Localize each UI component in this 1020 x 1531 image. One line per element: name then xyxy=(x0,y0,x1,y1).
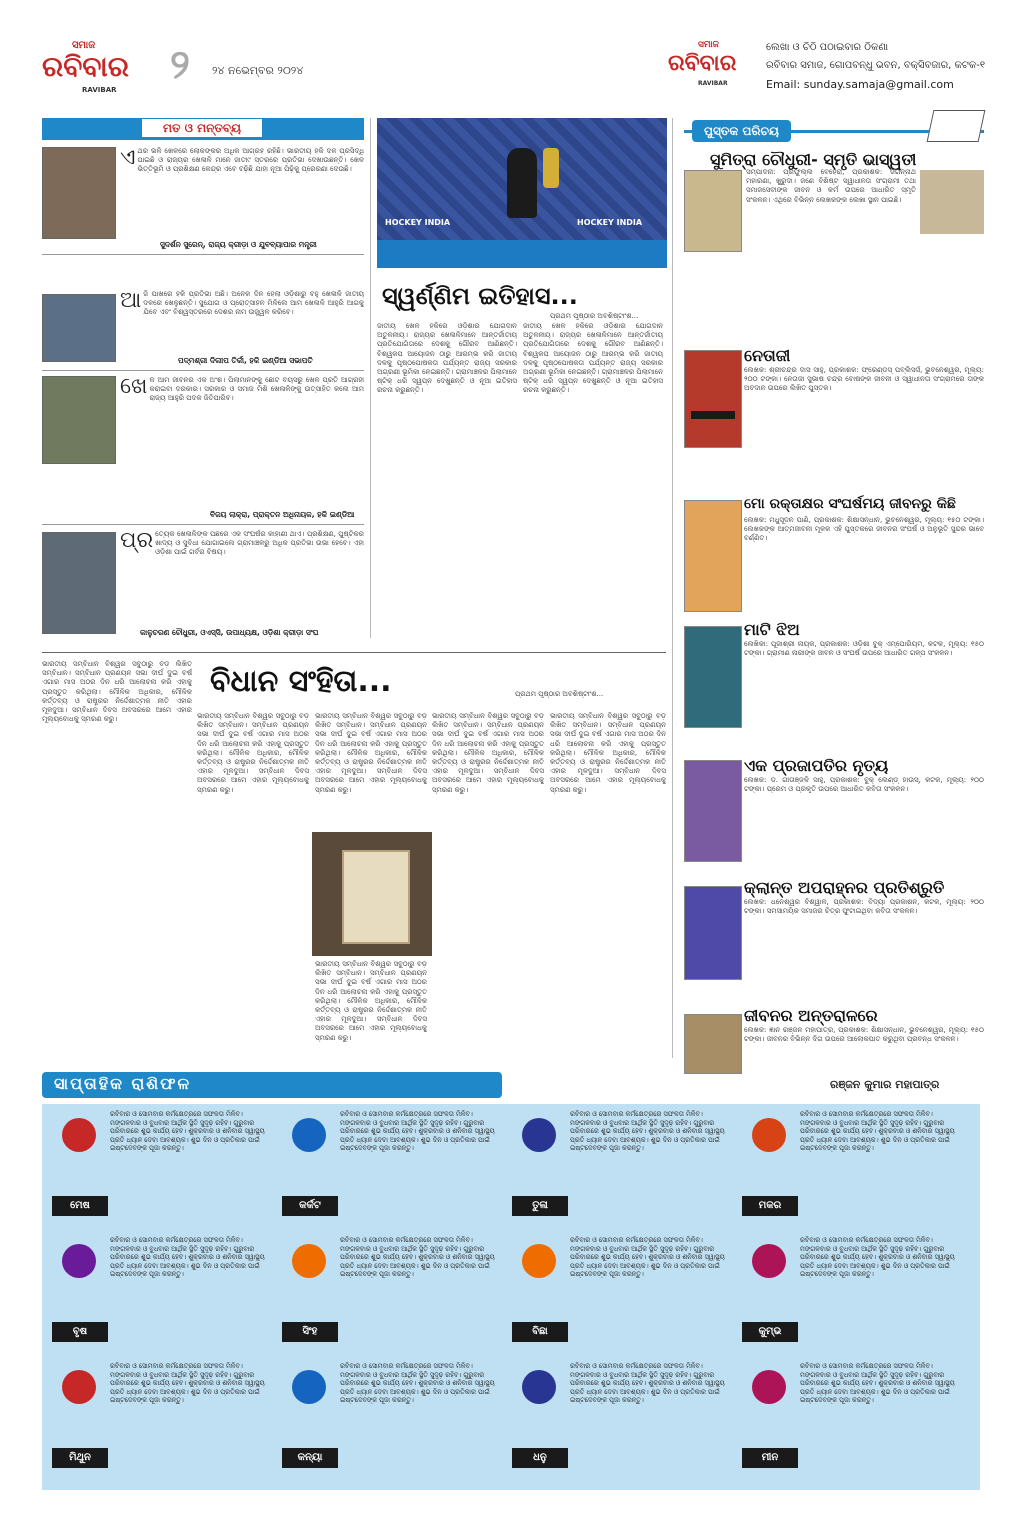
trophy-icon xyxy=(543,148,559,188)
logo-small: ସମାଜ xyxy=(698,40,719,50)
cancer-icon xyxy=(292,1118,326,1152)
manuscript-page xyxy=(342,850,410,944)
sign-box-gemini xyxy=(50,1362,272,1480)
opinion-lead: ଏ xyxy=(120,147,136,170)
book-title-3: ମୋ ରକ୍ତାକ୍ଷର ସଂଘର୍ଷମୟ ଜୀବନରୁ କିଛି xyxy=(744,496,956,512)
sign-box-capricorn xyxy=(740,1110,962,1228)
book-cover-2 xyxy=(684,350,742,448)
sign-box-libra xyxy=(510,1110,732,1228)
book-text-7: ଲେଖକ: ଜ୍ଞାନ ରଞ୍ଜନ ମହାପାତ୍ର, ପ୍ରକାଶକ: ଶିକ୍ଷାସନ୍ଧାନ, ଭୁବନେଶ୍ୱର, ମୂଲ୍ୟ: ୧୫୦ ଟଙ୍କା। ଜୀବନର ବିଭିନ୍ନ ଦିଗ ଉପରେ ଆଲୋକପାତ କରୁଥିବା ପ୍ରବନ୍ଧ ସଂକଳନ। xyxy=(744,1026,984,1044)
sign-text: ରବିବାର ଓ ସୋମବାର କର୍ମକ୍ଷେତ୍ରରେ ସଫଳତା ମିଳିବ। ମଙ୍ଗଳବାର ଓ ବୁଧବାର ଆର୍ଥିକ ସ୍ଥିତି ସୁଦୃଢ଼ ରହିବ। ଗୁରୁବାର ପରିବାରରେ ଶୁଭ କାର୍ଯ୍ୟ ହେବ। ଶୁକ୍ରବାର ଓ ଶନିବାର ସ୍ୱାସ୍ଥ୍ୟ ପ୍ରତି ଧ୍ୟାନ ଦେବା ଆବଶ୍ୟକ। ଶୁଭ ଦିନ ଓ ପ୍ରତିକାର ପାଇଁ ଇଷ୍ଟଦେବଙ୍କ ପୂଜା କରନ୍ତୁ। xyxy=(110,1236,265,1279)
book-text-2: ଲେଖକ: ଶ୍ରୀଚନ୍ଦ୍ର ଦାସ ସାହୁ, ପ୍ରକାଶକ: ଫ୍ରେଣ୍ଡସ୍ ପବ୍ଲିସର୍ସ, ଭୁବନେଶ୍ୱର, ମୂଲ୍ୟ: ୨୦୦ ଟଙ୍କା। ନେତାଜୀ ସୁଭାଷ ଚନ୍ଦ୍ର ବୋଷଙ୍କ ଜୀବନୀ ଓ ସ୍ୱାଧୀନତା ସଂଗ୍ରାମରେ ତାଙ୍କ ଅବଦାନ ଉପରେ ଲିଖିତ ପୁସ୍ତକ। xyxy=(744,366,984,393)
constitution-title: ବିଧାନ ସଂହିତା... xyxy=(210,664,392,699)
opinion-author-3: ବିଜୟ ଲାକ୍ରା, ପ୍ରାକ୍ତନ ଅଧିନାୟକ, ହକି ଇଣ୍ଡିଆ xyxy=(210,510,355,519)
aries-icon xyxy=(62,1118,96,1152)
sign-name: ମକର xyxy=(742,1196,798,1216)
aquarius-icon xyxy=(752,1244,786,1278)
logo-small: ସମାଜ xyxy=(72,40,96,51)
horoscope-author: ରଞ୍ଜନ କୁମାର ମହାପାତ୍ର xyxy=(830,1078,940,1091)
page-number: ୨ xyxy=(170,42,190,88)
sign-text: ରବିବାର ଓ ସୋମବାର କର୍ମକ୍ଷେତ୍ରରେ ସଫଳତା ମିଳିବ। ମଙ୍ଗଳବାର ଓ ବୁଧବାର ଆର୍ଥିକ ସ୍ଥିତି ସୁଦୃଢ଼ ରହିବ। ଗୁରୁବାର ପରିବାରରେ ଶୁଭ କାର୍ଯ୍ୟ ହେବ। ଶୁକ୍ରବାର ଓ ଶନିବାର ସ୍ୱାସ୍ଥ୍ୟ ପ୍ରତି ଧ୍ୟାନ ଦେବା ଆବଶ୍ୟକ। ଶୁଭ ଦିନ ଓ ପ୍ରତିକାର ପାଇଁ ଇଷ୍ଟଦେବଙ୍କ ପୂଜା କରନ୍ତୁ। xyxy=(340,1110,495,1153)
sign-box-leo xyxy=(280,1236,502,1354)
book-text-1: ସମ୍ପାଦନା: ପ୍ରଫୁଲ୍ଲ ବେହେରା, ପ୍ରକାଶକ: ଜଗନ୍ନାଥ ମହାରଣା, ଖୁରୁଦା। ଜଣେ ବିଶିଷ୍ଟ ସ୍ୱାଧୀନତା ସଂଗ୍ରାମୀ ତଥା ସମାଜସେବୀଙ୍କ ଜୀବନ ଓ କର୍ମ ଉପରେ ଆଧାରିତ ସ୍ମୃତି ସଂକଳନ। ଏଥିରେ ବିଭିନ୍ନ ଲେଖକଙ୍କ ଲେଖା ସ୍ଥାନ ପାଇଛି। xyxy=(746,168,916,204)
libra-icon xyxy=(522,1118,556,1152)
logo: ରବିବାର xyxy=(668,50,737,76)
book-title-7: ଜୀବନର ଅନ୍ତରାଳରେ xyxy=(744,1006,878,1025)
photo-banner-text-right: HOCKEY INDIA xyxy=(577,218,643,227)
sign-name: ସିଂହ xyxy=(282,1322,338,1342)
photo-floor xyxy=(377,240,667,268)
sign-text: ରବିବାର ଓ ସୋମବାର କର୍ମକ୍ଷେତ୍ରରେ ସଫଳତା ମିଳିବ। ମଙ୍ଗଳବାର ଓ ବୁଧବାର ଆର୍ଥିକ ସ୍ଥିତି ସୁଦୃଢ଼ ରହିବ। ଗୁରୁବାର ପରିବାରରେ ଶୁଭ କାର୍ଯ୍ୟ ହେବ। ଶୁକ୍ରବାର ଓ ଶନିବାର ସ୍ୱାସ୍ଥ୍ୟ ପ୍ରତି ଧ୍ୟାନ ଦେବା ଆବଶ୍ୟକ। ଶୁଭ ଦିନ ଓ ପ୍ରତିକାର ପାଇଁ ଇଷ୍ଟଦେବଙ୍କ ପୂଜା କରନ୍ତୁ। xyxy=(570,1236,725,1279)
opinion-photo-4 xyxy=(42,532,116,634)
sign-box-pisces xyxy=(740,1362,962,1480)
pisces-icon xyxy=(752,1370,786,1404)
books-heading-bar xyxy=(684,118,984,144)
book-cover-6 xyxy=(684,886,742,980)
book-text-6: ଲେଖକ: ଧନେଶ୍ୱର ବିଶ୍ୱାଳ, ପ୍ରକାଶକ: ବିଦ୍ୟା ପ୍ରକାଶନ, କଟକ, ମୂଲ୍ୟ: ୨୦୦ ଟଙ୍କା। ସମସାମୟିକ ସମାଜର ଚିତ୍ର ଫୁଟାଇଥିବା କବିତା ସଂକଳନ। xyxy=(744,898,984,916)
opinion-text-1: ଏଥର ଭଳି ଖେଳରେ ଲୋକଙ୍କର ଅଧିକ ଆଗ୍ରହ ରହିଛି। ଭାରତୀୟ ହକି ଦଳ ପ୍ରସିଦ୍ଧି ପାଇଛି ଓ ରାଜ୍ୟର ଖେଳାଳି ମାନେ ଜାତୀ୯ ସ୍ତରରେ ପ୍ରତିଭା ଦେଖାଉଛନ୍ତି। ଖେଳ ଭିତ୍ତିଭୂମି ଓ ପ୍ରଶିକ୍ଷଣ କେନ୍ଦ୍ର ଏବେ ବଢ଼ିଛି ଯାହା ନୂଆ ପିଢ଼ିକୁ ପ୍ରେରଣା ଦେଉଛି। xyxy=(120,147,364,174)
sign-box-cancer xyxy=(280,1110,502,1228)
sign-text: ରବିବାର ଓ ସୋମବାର କର୍ମକ୍ଷେତ୍ରରେ ସଫଳତା ମିଳିବ। ମଙ୍ଗଳବାର ଓ ବୁଧବାର ଆର୍ଥିକ ସ୍ଥିତି ସୁଦୃଢ଼ ରହିବ। ଗୁରୁବାର ପରିବାରରେ ଶୁଭ କାର୍ଯ୍ୟ ହେବ। ଶୁକ୍ରବାର ଓ ଶନିବାର ସ୍ୱାସ୍ଥ୍ୟ ପ୍ରତି ଧ୍ୟାନ ଦେବା ଆବଶ୍ୟକ। ଶୁଭ ଦିନ ଓ ପ୍ରତିକାର ପାଇଁ ଇଷ୍ଟଦେବଙ୍କ ପୂଜା କରନ୍ତୁ। xyxy=(800,1236,955,1279)
sign-text: ରବିବାର ଓ ସୋମବାର କର୍ମକ୍ଷେତ୍ରରେ ସଫଳତା ମିଳିବ। ମଙ୍ଗଳବାର ଓ ବୁଧବାର ଆର୍ଥିକ ସ୍ଥିତି ସୁଦୃଢ଼ ରହିବ। ଗୁରୁବାର ପରିବାରରେ ଶୁଭ କାର୍ଯ୍ୟ ହେବ। ଶୁକ୍ରବାର ଓ ଶନିବାର ସ୍ୱାସ୍ଥ୍ୟ ପ୍ରତି ଧ୍ୟାନ ଦେବା ଆବଶ୍ୟକ। ଶୁଭ ଦିନ ଓ ପ୍ରତିକାର ପାଇଁ ଇଷ୍ଟଦେବଙ୍କ ପୂଜା କରନ୍ତୁ। xyxy=(340,1362,495,1405)
sign-name: କନ୍ୟା xyxy=(282,1448,338,1468)
book-text-3: ଲେଖକ: ମଧୁସୂଦନ ପାଣି, ପ୍ରକାଶକ: ଶିକ୍ଷାସନ୍ଧାନ, ଭୁବନେଶ୍ୱର, ମୂଲ୍ୟ: ୧୫୦ ଟଙ୍କା। ଲେଖକଙ୍କ ଆତ୍ମଜୀବନୀ ମୂଳକ ଏହି ପୁସ୍ତକରେ ଜୀବନର ସଂଘର୍ଷ ଓ ଅନୁଭୂତି ସୁନ୍ଦର ଭାବେ ବର୍ଣ୍ଣିତ। xyxy=(744,516,984,543)
opinion-heading-bar xyxy=(42,118,364,140)
section-divider xyxy=(42,652,666,653)
opinion-author-1: ସୁଦର୍ଶନ ସୁରେନ୍, ରାଜ୍ୟ କ୍ରୀଡ଼ା ଓ ଯୁବବ୍ୟାପାର ମନ୍ତ୍ରୀ xyxy=(160,240,317,249)
book-cover-4 xyxy=(684,626,742,728)
logo-en: RAVIBAR xyxy=(698,80,728,87)
feature-body-col-1: ଜାତୀୟ ଖେଳ ହକିରେ ଓଡ଼ିଶାର ଯୋଗଦାନ ଅତୁଳନୀୟ। ରାଜ୍ୟର ଖେଳାଳିମାନେ ଆନ୍ତର୍ଜାତୀୟ ପ୍ରତିଯୋଗିତାରେ ଦେଶକୁ ଗୌରବ ଆଣିଛନ୍ତି। ବିଶ୍ୱକପ ଆୟୋଜନ ଠାରୁ ଆରମ୍ଭ କରି ଜାତୀୟ ଦଳକୁ ପୃଷ୍ଠପୋଷକତା ପର୍ଯ୍ୟନ୍ତ ରାଜ୍ୟ ସରକାର ଅଗ୍ରଣୀ ଭୂମିକା ନେଇଛନ୍ତି। ଗ୍ରାମାଞ୍ଚଳର ପିଲାମାନେ ଷ୍ଟିକ୍ ଧରି ସ୍ୱପ୍ନ ଦେଖୁଛନ୍ତି ଓ ନୂଆ ଇତିହାସ ରଚନା କରୁଛନ୍ତି। xyxy=(377,322,517,395)
sign-text: ରବିବାର ଓ ସୋମବାର କର୍ମକ୍ଷେତ୍ରରେ ସଫଳତା ମିଳିବ। ମଙ୍ଗଳବାର ଓ ବୁଧବାର ଆର୍ଥିକ ସ୍ଥିତି ସୁଦୃଢ଼ ରହିବ। ଗୁରୁବାର ପରିବାରରେ ଶୁଭ କାର୍ଯ୍ୟ ହେବ। ଶୁକ୍ରବାର ଓ ଶନିବାର ସ୍ୱାସ୍ଥ୍ୟ ପ୍ରତି ଧ୍ୟାନ ଦେବା ଆବଶ୍ୟକ। ଶୁଭ ଦିନ ଓ ପ୍ରତିକାର ପାଇଁ ଇଷ୍ଟଦେବଙ୍କ ପୂଜା କରନ୍ତୁ। xyxy=(800,1362,955,1405)
constitution-col-5: ଭାରତୀୟ ସମ୍ବିଧାନ ବିଶ୍ୱର ସବୁଠାରୁ ବଡ଼ ଲିଖିତ ସମ୍ବିଧାନ। ସମ୍ବିଧାନ ପ୍ରଣୟନ ସଭା ଦୀର୍ଘ ଦୁଇ ବର୍ଷ ଏଗାର ମାସ ଅଠର ଦିନ ଧରି ଆଲୋଚନା କରି ଏହାକୁ ପ୍ରସ୍ତୁତ କରିଥିଲା। ମୌଳିକ ଅଧିକାର, ମୌଳିକ କର୍ତ୍ତବ୍ୟ ଓ ରାଷ୍ଟ୍ରର ନିର୍ଦ୍ଦେଶାତ୍ମକ ନୀତି ଏହାର ମୂଳଦୁଆ। ସମ୍ବିଧାନ ଦିବସ ଅବସରରେ ଆମେ ଏହାର ମୂଲ୍ୟବୋଧକୁ ସ୍ମରଣ କରୁ। xyxy=(432,712,544,794)
sign-text: ରବିବାର ଓ ସୋମବାର କର୍ମକ୍ଷେତ୍ରରେ ସଫଳତା ମିଳିବ। ମଙ୍ଗଳବାର ଓ ବୁଧବାର ଆର୍ଥିକ ସ୍ଥିତି ସୁଦୃଢ଼ ରହିବ। ଗୁରୁବାର ପରିବାରରେ ଶୁଭ କାର୍ଯ୍ୟ ହେବ। ଶୁକ୍ରବାର ଓ ଶନିବାର ସ୍ୱାସ୍ଥ୍ୟ ପ୍ରତି ଧ୍ୟାନ ଦେବା ଆବଶ୍ୟକ। ଶୁଭ ଦିନ ଓ ପ୍ରତିକାର ପାଇଁ ଇଷ୍ଟଦେବଙ୍କ ପୂଜା କରନ୍ତୁ। xyxy=(800,1110,955,1153)
taurus-icon xyxy=(62,1244,96,1278)
book-text-4: ଲେଖିକା: ପୂଜାଶ୍ରୀ ନାୟକ, ପ୍ରକାଶକ: ଓଡ଼ିଶା ବୁକ୍ ଏମ୍ପୋରିୟମ, କଟକ, ମୂଲ୍ୟ: ୧୫୦ ଟଙ୍କା। ଗ୍ରାମୀଣ ନାରୀଙ୍କ ଜୀବନ ଓ ସଂଘର୍ଷ ଉପରେ ଆଧାରିତ ଗଳ୍ପ ସଂକଳନ। xyxy=(744,640,984,658)
photo-banner-text-left: HOCKEY INDIA xyxy=(385,218,451,227)
sign-name: କର୍କଟ xyxy=(282,1196,338,1216)
horoscope-heading-bar xyxy=(42,1072,502,1098)
divider xyxy=(42,254,364,255)
sign-text: ରବିବାର ଓ ସୋମବାର କର୍ମକ୍ଷେତ୍ରରେ ସଫଳତା ମିଳିବ। ମଙ୍ଗଳବାର ଓ ବୁଧବାର ଆର୍ଥିକ ସ୍ଥିତି ସୁଦୃଢ଼ ରହିବ। ଗୁରୁବାର ପରିବାରରେ ଶୁଭ କାର୍ଯ୍ୟ ହେବ। ଶୁକ୍ରବାର ଓ ଶନିବାର ସ୍ୱାସ୍ଥ୍ୟ ପ୍ରତି ଧ୍ୟାନ ଦେବା ଆବଶ୍ୟକ। ଶୁଭ ଦିନ ଓ ପ୍ରତିକାର ପାଇଁ ଇଷ୍ଟଦେବଙ୍କ ପୂଜା କରନ୍ତୁ। xyxy=(110,1362,265,1405)
sign-text: ରବିବାର ଓ ସୋମବାର କର୍ମକ୍ଷେତ୍ରରେ ସଫଳତା ମିଳିବ। ମଙ୍ଗଳବାର ଓ ବୁଧବାର ଆର୍ଥିକ ସ୍ଥିତି ସୁଦୃଢ଼ ରହିବ। ଗୁରୁବାର ପରିବାରରେ ଶୁଭ କାର୍ଯ୍ୟ ହେବ। ଶୁକ୍ରବାର ଓ ଶନିବାର ସ୍ୱାସ୍ଥ୍ୟ ପ୍ରତି ଧ୍ୟାନ ଦେବା ଆବଶ୍ୟକ। ଶୁଭ ଦିନ ଓ ପ୍ରତିକାର ପାଇଁ ଇଷ୍ଟଦେବଙ୍କ ପୂଜା କରନ୍ତୁ। xyxy=(570,1110,725,1153)
book-title-1: ସୁମିତ୍ରା ଚୌଧୁରୀ- ସ୍ମୃତି ଭାସ୍ୱତୀ xyxy=(710,150,917,169)
cover-label xyxy=(691,411,735,419)
constitution-col-1: ଭାରତୀୟ ସମ୍ବିଧାନ ବିଶ୍ୱର ସବୁଠାରୁ ବଡ଼ ଲିଖିତ ସମ୍ବିଧାନ। ସମ୍ବିଧାନ ପ୍ରଣୟନ ସଭା ଦୀର୍ଘ ଦୁଇ ବର୍ଷ ଏଗାର ମାସ ଅଠର ଦିନ ଧରି ଆଲୋଚନା କରି ଏହାକୁ ପ୍ରସ୍ତୁତ କରିଥିଲା। ମୌଳିକ ଅଧିକାର, ମୌଳିକ କର୍ତ୍ତବ୍ୟ ଓ ରାଷ୍ଟ୍ରର ନିର୍ଦ୍ଦେଶାତ୍ମକ ନୀତି ଏହାର ମୂଳଦୁଆ। ସମ୍ବିଧାନ ଦିବସ ଅବସରରେ ଆମେ ଏହାର ମୂଲ୍ୟବୋଧକୁ ସ୍ମରଣ କରୁ। xyxy=(42,660,192,724)
player-figure xyxy=(507,148,537,218)
sign-name: ଧନୁ xyxy=(512,1448,568,1468)
book-title-6: କ୍ଲାନ୍ତ ଅପରାହ୍ନର ପ୍ରତିଶ୍ରୁତି xyxy=(744,878,945,897)
book-title-2: ନେତାଜୀ xyxy=(744,346,791,365)
sign-name: ବୃଷ xyxy=(52,1322,108,1342)
virgo-icon xyxy=(292,1370,326,1404)
sign-name: ବିଛା xyxy=(512,1322,568,1342)
opinion-heading: ମତ ଓ ମନ୍ତବ୍ୟ xyxy=(142,119,262,137)
opinion-lead: ଆ xyxy=(120,290,142,313)
opinion-photo-2 xyxy=(42,294,116,362)
sign-box-virgo xyxy=(280,1362,502,1480)
sign-box-taurus xyxy=(50,1236,272,1354)
contact-email[interactable]: Email: sunday.samaja@gmail.com xyxy=(766,78,954,91)
sign-text: ରବିବାର ଓ ସୋମବାର କର୍ମକ୍ଷେତ୍ରରେ ସଫଳତା ମିଳିବ। ମଙ୍ଗଳବାର ଓ ବୁଧବାର ଆର୍ଥିକ ସ୍ଥିତି ସୁଦୃଢ଼ ରହିବ। ଗୁରୁବାର ପରିବାରରେ ଶୁଭ କାର୍ଯ୍ୟ ହେବ। ଶୁକ୍ରବାର ଓ ଶନିବାର ସ୍ୱାସ୍ଥ୍ୟ ପ୍ରତି ଧ୍ୟାନ ଦେବା ଆବଶ୍ୟକ। ଶୁଭ ଦିନ ଓ ପ୍ରତିକାର ପାଇଁ ଇଷ୍ଟଦେବଙ୍କ ପୂଜା କରନ୍ତୁ। xyxy=(340,1236,495,1279)
opinion-photo-3 xyxy=(42,376,116,464)
horoscope-heading: ସାପ୍ତାହିକ ରାଶିଫଳ xyxy=(54,1074,192,1093)
sign-name: କୁମ୍ଭ xyxy=(742,1322,798,1342)
constitution-col-2: ଭାରତୀୟ ସମ୍ବିଧାନ ବିଶ୍ୱର ସବୁଠାରୁ ବଡ଼ ଲିଖିତ ସମ୍ବିଧାନ। ସମ୍ବିଧାନ ପ୍ରଣୟନ ସଭା ଦୀର୍ଘ ଦୁଇ ବର୍ଷ ଏଗାର ମାସ ଅଠର ଦିନ ଧରି ଆଲୋଚନା କରି ଏହାକୁ ପ୍ରସ୍ତୁତ କରିଥିଲା। ମୌଳିକ ଅଧିକାର, ମୌଳିକ କର୍ତ୍ତବ୍ୟ ଓ ରାଷ୍ଟ୍ରର ନିର୍ଦ୍ଦେଶାତ୍ମକ ନୀତି ଏହାର ମୂଳଦୁଆ। ସମ୍ବିଧାନ ଦିବସ ଅବସରରେ ଆମେ ଏହାର ମୂଲ୍ୟବୋଧକୁ ସ୍ମରଣ କରୁ। xyxy=(197,712,309,794)
constitution-col-3: ଭାରତୀୟ ସମ୍ବିଧାନ ବିଶ୍ୱର ସବୁଠାରୁ ବଡ଼ ଲିଖିତ ସମ୍ବିଧାନ। ସମ୍ବିଧାନ ପ୍ରଣୟନ ସଭା ଦୀର୍ଘ ଦୁଇ ବର୍ଷ ଏଗାର ମାସ ଅଠର ଦିନ ଧରି ଆଲୋଚନା କରି ଏହାକୁ ପ୍ରସ୍ତୁତ କରିଥିଲା। ମୌଳିକ ଅଧିକାର, ମୌଳିକ କର୍ତ୍ତବ୍ୟ ଓ ରାଷ୍ଟ୍ରର ନିର୍ଦ୍ଦେଶାତ୍ମକ ନୀତି ଏହାର ମୂଳଦୁଆ। ସମ୍ବିଧାନ ଦିବସ ଅବସରରେ ଆମେ ଏହାର ମୂଲ୍ୟବୋଧକୁ ସ୍ମରଣ କରୁ। xyxy=(315,712,427,794)
constitution-col-6: ଭାରତୀୟ ସମ୍ବିଧାନ ବିଶ୍ୱର ସବୁଠାରୁ ବଡ଼ ଲିଖିତ ସମ୍ବିଧାନ। ସମ୍ବିଧାନ ପ୍ରଣୟନ ସଭା ଦୀର୍ଘ ଦୁଇ ବର୍ଷ ଏଗାର ମାସ ଅଠର ଦିନ ଧରି ଆଲୋଚନା କରି ଏହାକୁ ପ୍ରସ୍ତୁତ କରିଥିଲା। ମୌଳିକ ଅଧିକାର, ମୌଳିକ କର୍ତ୍ତବ୍ୟ ଓ ରାଷ୍ଟ୍ରର ନିର୍ଦ୍ଦେଶାତ୍ମକ ନୀତି ଏହାର ମୂଳଦୁଆ। ସମ୍ବିଧାନ ଦିବସ ଅବସରରେ ଆମେ ଏହାର ମୂଲ୍ୟବୋଧକୁ ସ୍ମରଣ କରୁ। xyxy=(550,712,666,794)
opinion-lead: ପ୍ର xyxy=(120,530,154,553)
book-cover-5 xyxy=(684,760,742,862)
feature-title: ସ୍ୱର୍ଣ୍ଣିମ ଇତିହାସ... xyxy=(382,282,578,310)
sign-name: ମୀନ xyxy=(742,1448,798,1468)
sign-box-aries xyxy=(50,1110,272,1228)
book-cover-3 xyxy=(684,500,742,612)
opinion-author-4: କାଳୁଚରଣ ଚୌଧୁରୀ, ଓଏସ୍‌ସି, ଉପାଧ୍ୟକ୍ଷ, ଓଡ଼ିଶା କ୍ରୀଡ଼ା ସଂଘ xyxy=(140,628,319,637)
book-cover-7 xyxy=(684,1014,742,1074)
sign-text: ରବିବାର ଓ ସୋମବାର କର୍ମକ୍ଷେତ୍ରରେ ସଫଳତା ମିଳିବ। ମଙ୍ଗଳବାର ଓ ବୁଧବାର ଆର୍ଥିକ ସ୍ଥିତି ସୁଦୃଢ଼ ରହିବ। ଗୁରୁବାର ପରିବାରରେ ଶୁଭ କାର୍ଯ୍ୟ ହେବ। ଶୁକ୍ରବାର ଓ ଶନିବାର ସ୍ୱାସ୍ଥ୍ୟ ପ୍ରତି ଧ୍ୟାନ ଦେବା ଆବଶ୍ୟକ। ଶୁଭ ଦିନ ଓ ପ୍ରତିକାର ପାଇଁ ଇଷ୍ଟଦେବଙ୍କ ପୂଜା କରନ୍ତୁ। xyxy=(570,1362,725,1405)
book-cover-1 xyxy=(684,170,742,252)
book-title-4: ମାଟି ଝିଅ xyxy=(744,620,800,639)
opinion-text-3: ଖେଳ ଆମ ଜୀବନର ଏକ ଅଂଶ। ପିଲାମାନଙ୍କୁ ଛୋଟ ବୟସରୁ ଖେଳ ପ୍ରତି ଆଗ୍ରହୀ କରାଇବା ଦରକାର। ସରକାର ଓ ସମାଜ ମିଶି ଖେଳାଳିଙ୍କୁ ଉତ୍ସାହିତ କଲେ ଆମ ରାଜ୍ୟ ଆହୁରି ପଦକ ଜିତିପାରିବ। xyxy=(120,376,364,403)
gemini-icon xyxy=(62,1370,96,1404)
constitution-photo xyxy=(312,832,432,956)
masthead-left xyxy=(42,40,332,100)
sign-box-sagittarius xyxy=(510,1362,732,1480)
logo-en: RAVIBAR xyxy=(82,86,117,94)
sagittarius-icon xyxy=(522,1370,556,1404)
capricorn-icon xyxy=(752,1118,786,1152)
sign-box-scorpio xyxy=(510,1236,732,1354)
column-rule xyxy=(672,118,673,1058)
constitution-col-4: ଭାରତୀୟ ସମ୍ବିଧାନ ବିଶ୍ୱର ସବୁଠାରୁ ବଡ଼ ଲିଖିତ ସମ୍ବିଧାନ। ସମ୍ବିଧାନ ପ୍ରଣୟନ ସଭା ଦୀର୍ଘ ଦୁଇ ବର୍ଷ ଏଗାର ମାସ ଅଠର ଦିନ ଧରି ଆଲୋଚନା କରି ଏହାକୁ ପ୍ରସ୍ତୁତ କରିଥିଲା। ମୌଳିକ ଅଧିକାର, ମୌଳିକ କର୍ତ୍ତବ୍ୟ ଓ ରାଷ୍ଟ୍ରର ନିର୍ଦ୍ଦେଶାତ୍ମକ ନୀତି ଏହାର ମୂଳଦୁଆ। ସମ୍ବିଧାନ ଦିବସ ଅବସରରେ ଆମେ ଏହାର ମୂଲ୍ୟବୋଧକୁ ସ୍ମରଣ କରୁ। xyxy=(315,960,427,1042)
scorpio-icon xyxy=(522,1244,556,1278)
feature-continued: ପ୍ରଥମ ପୃଷ୍ଠାର ଅବଶିଷ୍ଟାଂଶ... xyxy=(550,312,639,320)
opinion-author-2: ପଦ୍ମଶ୍ରୀ ଦିଲୀପ ତିର୍କୀ, ହକି ଇଣ୍ଡିଆ ସଭାପତି xyxy=(178,356,313,365)
logo: ରବିବାର xyxy=(42,50,130,83)
book-author-photo xyxy=(920,170,984,234)
sign-name: ମେଷ xyxy=(52,1196,108,1216)
constitution-continued: ପ୍ରଥମ ପୃଷ୍ଠାର ଅବଶିଷ୍ଟାଂଶ... xyxy=(515,690,604,698)
horoscope-panel xyxy=(42,1104,980,1490)
feature-body-col-2: ଜାତୀୟ ଖେଳ ହକିରେ ଓଡ଼ିଶାର ଯୋଗଦାନ ଅତୁଳନୀୟ। ରାଜ୍ୟର ଖେଳାଳିମାନେ ଆନ୍ତର୍ଜାତୀୟ ପ୍ରତିଯୋଗିତାରେ ଦେଶକୁ ଗୌରବ ଆଣିଛନ୍ତି। ବିଶ୍ୱକପ ଆୟୋଜନ ଠାରୁ ଆରମ୍ଭ କରି ଜାତୀୟ ଦଳକୁ ପୃଷ୍ଠପୋଷକତା ପର୍ଯ୍ୟନ୍ତ ରାଜ୍ୟ ସରକାର ଅଗ୍ରଣୀ ଭୂମିକା ନେଇଛନ୍ତି। ଗ୍ରାମାଞ୍ଚଳର ପିଲାମାନେ ଷ୍ଟିକ୍ ଧରି ସ୍ୱପ୍ନ ଦେଖୁଛନ୍ତି ଓ ନୂଆ ଇତିହାସ ରଚନା କରୁଛନ୍ତି। xyxy=(523,322,663,395)
books-heading: ପୁସ୍ତକ ପରିଚୟ xyxy=(692,120,791,142)
sign-name: ତୁଳା xyxy=(512,1196,568,1216)
book-icon xyxy=(927,110,986,142)
opinion-text-2: ଆଜି ପାଖରେ ହକି ପ୍ରତିଭା ଅଛି। ଅନେକ ଦିନ ହେଲା ଓଡ଼ିଶାରୁ ବହୁ ଖେଳାଳି ଜାତୀୟ ଦଳରେ ଖେଳୁଛନ୍ତି। ସୁଯୋଗ ଓ ପ୍ରୋତ୍ସାହନ ମିଳିଲେ ଆମ ଖେଳାଳି ଆହୁରି ଆଗକୁ ଯିବେ ଏବଂ ବିଶ୍ୱସ୍ତରରେ ଦେଶର ନାମ ଉଜ୍ଜ୍ୱଳ କରିବେ। xyxy=(120,290,364,317)
sign-name: ମିଥୁନ xyxy=(52,1448,108,1468)
column-rule xyxy=(370,118,371,638)
address-line-2: ରବିବାର ସମାଜ, ଗୋପବନ୍ଧୁ ଭବନ, ବକ୍ସିବଜାର, କଟକ-୧ xyxy=(766,60,986,71)
opinion-lead: ଖେ xyxy=(120,376,148,399)
book-text-5: ଲେଖକ: ଡ. ଗୀତାଞ୍ଜଳି ସାହୁ, ପ୍ରକାଶକ: ବୁକ୍ ଲେଣ୍ଡ୍ ହାଉସ୍, କଟକ, ମୂଲ୍ୟ: ୨୦୦ ଟଙ୍କା। ପ୍ରେମ ଓ ପ୍ରକୃତି ଉପରେ ଆଧାରିତ କବିତା ସଂକଳନ। xyxy=(744,776,984,794)
feature-photo xyxy=(377,118,667,268)
sign-box-aquarius xyxy=(740,1236,962,1354)
divider xyxy=(42,370,364,371)
opinion-photo-1 xyxy=(42,147,116,239)
masthead-right xyxy=(668,40,988,100)
issue-date: ୨୪ ନଭେମ୍ବର ୨୦୨୪ xyxy=(212,64,304,77)
divider xyxy=(42,524,364,525)
leo-icon xyxy=(292,1244,326,1278)
opinion-text-4: ପ୍ର ତ୍ୟେକ ଖେଳାଳିଙ୍କ ପଛରେ ଏକ ସଂଘର୍ଷର କାହାଣୀ ଥାଏ। ପ୍ରଶିକ୍ଷଣ, ପୁଷ୍ଟିକର ଖାଦ୍ୟ ଓ ସୁବିଧା ଯୋଗାଇଲେ ଗ୍ରାମାଞ୍ଚଳରୁ ଅଧିକ ପ୍ରତିଭା ଉଭା ହେବେ। ଏହା ଓଡ଼ିଶା ପାଇଁ ଗର୍ବର ବିଷୟ। xyxy=(120,530,364,557)
address-line-1: ଲେଖା ଓ ଚିଠି ପଠାଇବାର ଠିକଣା xyxy=(766,42,889,53)
book-title-5: ଏକ ପ୍ରଜାପତିର ନୃତ୍ୟ xyxy=(744,756,889,775)
sign-text: ରବିବାର ଓ ସୋମବାର କର୍ମକ୍ଷେତ୍ରରେ ସଫଳତା ମିଳିବ। ମଙ୍ଗଳବାର ଓ ବୁଧବାର ଆର୍ଥିକ ସ୍ଥିତି ସୁଦୃଢ଼ ରହିବ। ଗୁରୁବାର ପରିବାରରେ ଶୁଭ କାର୍ଯ୍ୟ ହେବ। ଶୁକ୍ରବାର ଓ ଶନିବାର ସ୍ୱାସ୍ଥ୍ୟ ପ୍ରତି ଧ୍ୟାନ ଦେବା ଆବଶ୍ୟକ। ଶୁଭ ଦିନ ଓ ପ୍ରତିକାର ପାଇଁ ଇଷ୍ଟଦେବଙ୍କ ପୂଜା କରନ୍ତୁ। xyxy=(110,1110,265,1153)
